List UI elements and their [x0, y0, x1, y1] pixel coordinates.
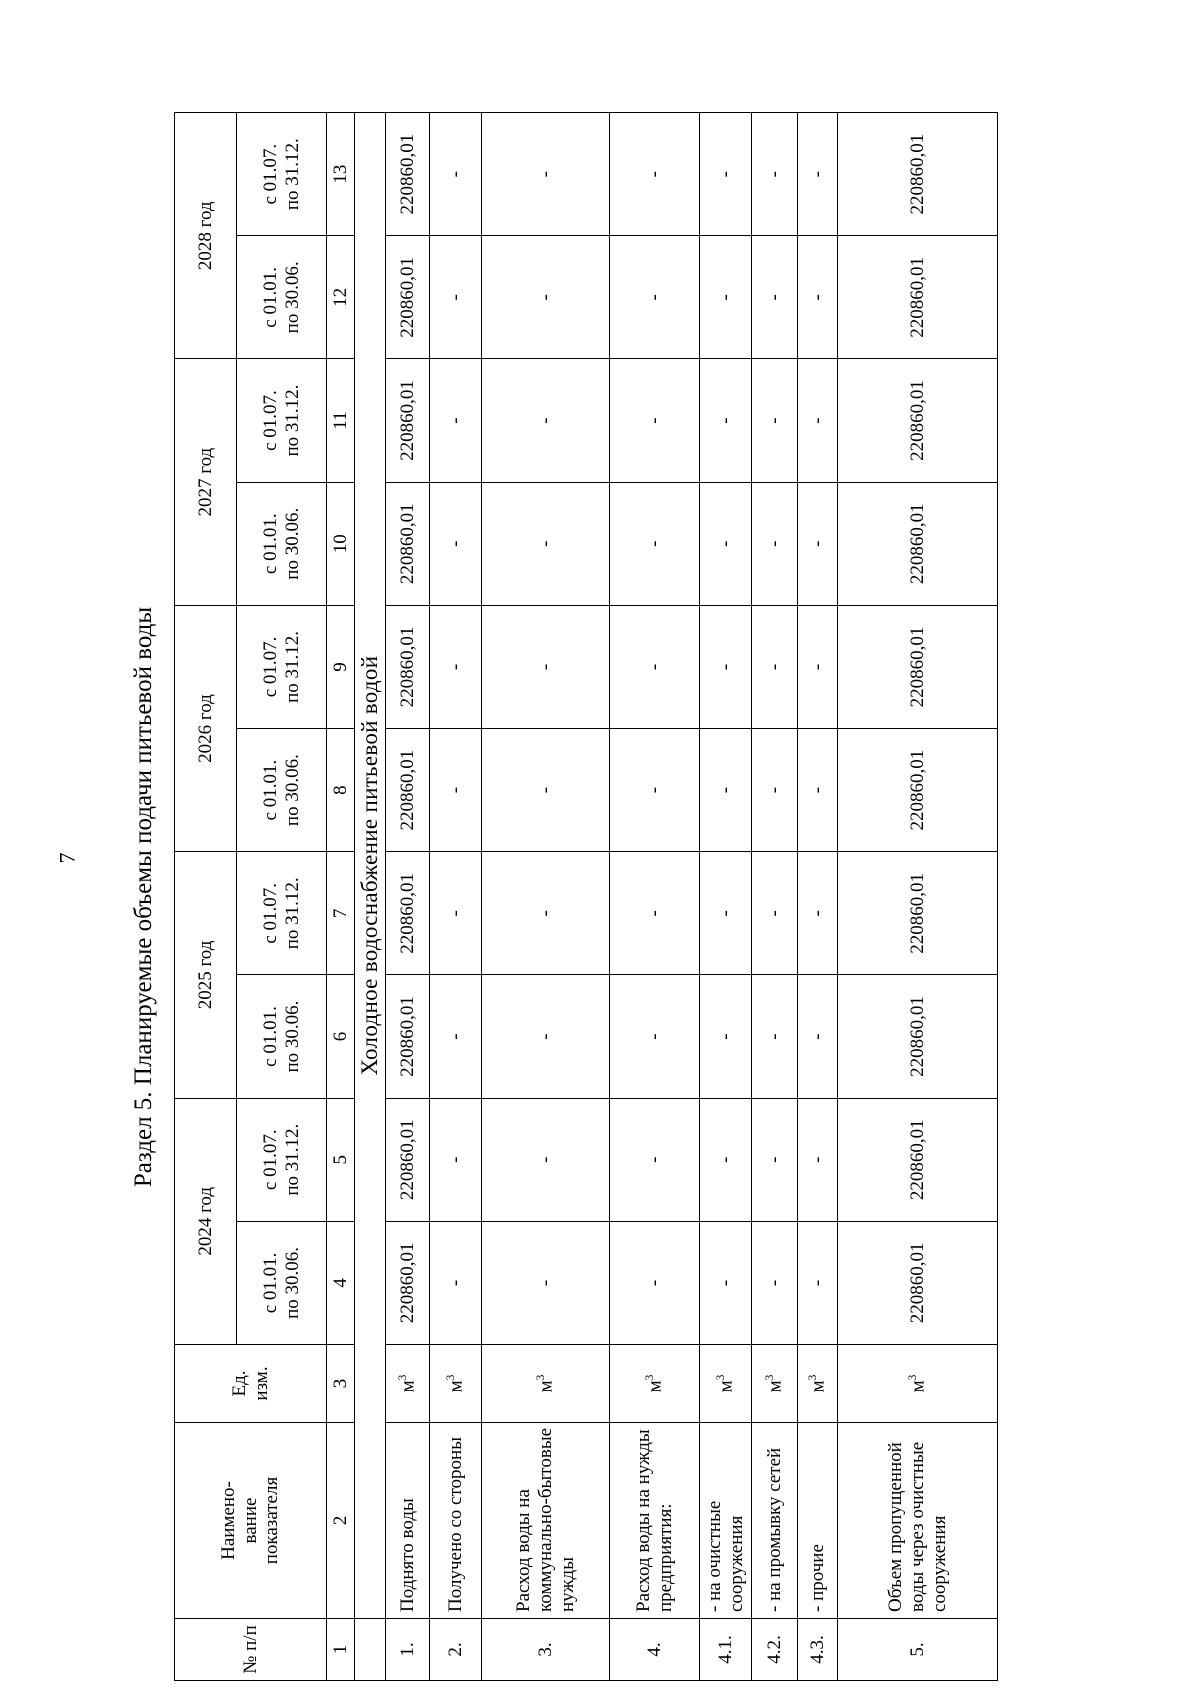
- section-gap-cell: [355, 1619, 386, 1681]
- row-number: 4.: [610, 1619, 700, 1681]
- row-number: 5.: [838, 1619, 998, 1681]
- unit-cell: [430, 1345, 482, 1423]
- value-cell: 220860,01: [838, 1221, 998, 1344]
- value-cell: -: [610, 852, 700, 975]
- value-cell: -: [430, 852, 482, 975]
- value-cell: -: [430, 482, 482, 605]
- table-row: [700, 113, 752, 1681]
- value-cell: -: [700, 482, 752, 605]
- page-number: 7: [54, 852, 80, 864]
- value-cell: 220860,01: [386, 482, 430, 605]
- value-cell: -: [482, 482, 610, 605]
- row-number: 4.2.: [752, 1619, 798, 1681]
- value-cell: 220860,01: [386, 1098, 430, 1221]
- value-cell: -: [752, 359, 798, 482]
- value-cell: -: [798, 1221, 838, 1344]
- value-cell: 220860,01: [838, 359, 998, 482]
- value-cell: -: [700, 359, 752, 482]
- header-year-2026: 2026 год: [175, 605, 237, 851]
- table-row: [610, 113, 700, 1681]
- value-cell: -: [700, 236, 752, 359]
- value-cell: -: [610, 359, 700, 482]
- value-cell: -: [752, 1221, 798, 1344]
- value-cell: -: [752, 236, 798, 359]
- unit-exponent: 3: [444, 1374, 457, 1381]
- header-half1: с 01.01. по 30.06.: [237, 729, 327, 852]
- value-cell: -: [700, 852, 752, 975]
- rotated-sheet: [118, 107, 1078, 1687]
- value-cell: 220860,01: [838, 1098, 998, 1221]
- value-cell: -: [610, 605, 700, 728]
- unit-exponent: 3: [806, 1374, 819, 1381]
- value-cell: -: [610, 729, 700, 852]
- value-cell: 220860,01: [386, 605, 430, 728]
- table-row: [430, 113, 482, 1681]
- value-cell: -: [752, 113, 798, 236]
- value-cell: -: [752, 482, 798, 605]
- section-heading: Холодное водоснабжение питьевой водой: [355, 113, 386, 1619]
- unit-exponent: 3: [763, 1374, 776, 1381]
- header-half2: с 01.07. по 31.12.: [237, 852, 327, 975]
- unit-cell: [752, 1345, 798, 1423]
- column-number: 7: [327, 852, 355, 975]
- table-row: [482, 113, 610, 1681]
- indicator-name: Поднято воды: [386, 1423, 430, 1619]
- column-number: 6: [327, 975, 355, 1098]
- value-cell: -: [430, 1221, 482, 1344]
- column-number-row: [327, 113, 355, 1681]
- header-half2: с 01.07. по 31.12.: [237, 605, 327, 728]
- unit-cell: [838, 1345, 998, 1423]
- value-cell: -: [610, 1221, 700, 1344]
- value-cell: -: [430, 359, 482, 482]
- value-cell: 220860,01: [386, 359, 430, 482]
- indicator-name: Расход воды на нужды предприятия:: [610, 1423, 700, 1619]
- unit-exponent: 3: [396, 1374, 409, 1381]
- header-half2: с 01.07. по 31.12.: [237, 359, 327, 482]
- unit-cell: [798, 1345, 838, 1423]
- section-title: Раздел 5. Планируемые объемы подачи питьевой воды: [130, 606, 157, 1188]
- indicator-name: - прочие: [798, 1423, 838, 1619]
- table-row: [752, 113, 798, 1681]
- value-cell: 220860,01: [838, 113, 998, 236]
- value-cell: -: [798, 482, 838, 605]
- value-cell: -: [430, 113, 482, 236]
- value-cell: -: [430, 605, 482, 728]
- water-supply-table: [174, 112, 998, 1681]
- value-cell: -: [482, 113, 610, 236]
- column-number: 2: [327, 1423, 355, 1619]
- unit-label: м: [535, 1380, 557, 1393]
- unit-exponent: 3: [534, 1374, 547, 1381]
- value-cell: 220860,01: [386, 852, 430, 975]
- column-number: 3: [327, 1345, 355, 1423]
- value-cell: -: [482, 729, 610, 852]
- header-half2: с 01.07. по 31.12.: [237, 1098, 327, 1221]
- unit-label: м: [445, 1380, 467, 1393]
- header-name: Наимено- вание показателя: [175, 1423, 327, 1619]
- header-year-2028: 2028 год: [175, 113, 237, 359]
- header-year-2024: 2024 год: [175, 1098, 237, 1344]
- header-half1: с 01.01. по 30.06.: [237, 1221, 327, 1344]
- value-cell: 220860,01: [838, 729, 998, 852]
- value-cell: -: [700, 1098, 752, 1221]
- header-half2: с 01.07. по 31.12.: [237, 113, 327, 236]
- column-number: 13: [327, 113, 355, 236]
- value-cell: -: [482, 975, 610, 1098]
- indicator-name: Получено со стороны: [430, 1423, 482, 1619]
- unit-cell: [386, 1345, 430, 1423]
- unit-label: м: [715, 1380, 737, 1393]
- unit-exponent: 3: [643, 1374, 656, 1381]
- value-cell: -: [610, 482, 700, 605]
- header-num: № п/п: [175, 1619, 327, 1681]
- value-cell: -: [482, 605, 610, 728]
- value-cell: -: [610, 113, 700, 236]
- unit-label: м: [807, 1380, 829, 1393]
- unit-cell: [610, 1345, 700, 1423]
- value-cell: -: [798, 359, 838, 482]
- value-cell: -: [700, 113, 752, 236]
- value-cell: -: [700, 729, 752, 852]
- indicator-name: Расход воды на коммунально-бытовые нужды: [482, 1423, 610, 1619]
- value-cell: 220860,01: [386, 1221, 430, 1344]
- unit-cell: [700, 1345, 752, 1423]
- row-number: 4.1.: [700, 1619, 752, 1681]
- value-cell: -: [752, 729, 798, 852]
- row-number: 3.: [482, 1619, 610, 1681]
- header-half1: с 01.01. по 30.06.: [237, 482, 327, 605]
- column-number: 10: [327, 482, 355, 605]
- value-cell: 220860,01: [386, 729, 430, 852]
- header-half1: с 01.01. по 30.06.: [237, 975, 327, 1098]
- indicator-name: - на очистные сооружения: [700, 1423, 752, 1619]
- header-half1: с 01.01. по 30.06.: [237, 236, 327, 359]
- value-cell: -: [798, 113, 838, 236]
- column-number: 8: [327, 729, 355, 852]
- table-row: [798, 113, 838, 1681]
- value-cell: -: [700, 1221, 752, 1344]
- value-cell: -: [700, 605, 752, 728]
- value-cell: 220860,01: [838, 975, 998, 1098]
- value-cell: 220860,01: [386, 236, 430, 359]
- table-row: [386, 113, 430, 1681]
- value-cell: -: [430, 1098, 482, 1221]
- value-cell: -: [798, 1098, 838, 1221]
- table-row: [838, 113, 998, 1681]
- value-cell: -: [482, 359, 610, 482]
- value-cell: 220860,01: [838, 482, 998, 605]
- unit-exponent: 3: [906, 1374, 919, 1381]
- value-cell: -: [430, 975, 482, 1098]
- column-number: 5: [327, 1098, 355, 1221]
- row-number: 2.: [430, 1619, 482, 1681]
- value-cell: 220860,01: [838, 605, 998, 728]
- row-number: 1.: [386, 1619, 430, 1681]
- unit-label: м: [644, 1380, 666, 1393]
- column-number: 12: [327, 236, 355, 359]
- unit-cell: [482, 1345, 610, 1423]
- column-number: 1: [327, 1619, 355, 1681]
- value-cell: -: [610, 1098, 700, 1221]
- header-year-2025: 2025 год: [175, 852, 237, 1098]
- unit-label: м: [764, 1380, 786, 1393]
- column-number: 4: [327, 1221, 355, 1344]
- value-cell: 220860,01: [386, 113, 430, 236]
- value-cell: -: [482, 1221, 610, 1344]
- column-number: 11: [327, 359, 355, 482]
- unit-label: м: [397, 1380, 419, 1393]
- value-cell: -: [798, 236, 838, 359]
- column-number: 9: [327, 605, 355, 728]
- unit-exponent: 3: [714, 1374, 727, 1381]
- value-cell: -: [610, 236, 700, 359]
- value-cell: -: [798, 852, 838, 975]
- row-number: 4.3.: [798, 1619, 838, 1681]
- value-cell: -: [798, 729, 838, 852]
- value-cell: -: [752, 852, 798, 975]
- value-cell: -: [700, 975, 752, 1098]
- indicator-name: Объем пропущенной воды через очистные сооружения: [838, 1423, 998, 1619]
- value-cell: -: [798, 605, 838, 728]
- header-unit: Ед. изм.: [175, 1345, 327, 1423]
- value-cell: -: [482, 852, 610, 975]
- value-cell: 220860,01: [838, 852, 998, 975]
- value-cell: -: [752, 605, 798, 728]
- value-cell: 220860,01: [838, 236, 998, 359]
- value-cell: -: [430, 729, 482, 852]
- value-cell: -: [482, 236, 610, 359]
- unit-label: м: [907, 1380, 929, 1393]
- value-cell: -: [752, 1098, 798, 1221]
- value-cell: -: [752, 975, 798, 1098]
- value-cell: -: [430, 236, 482, 359]
- header-year-2027: 2027 год: [175, 359, 237, 605]
- value-cell: -: [798, 975, 838, 1098]
- value-cell: 220860,01: [386, 975, 430, 1098]
- value-cell: -: [482, 1098, 610, 1221]
- indicator-name: - на промывку сетей: [752, 1423, 798, 1619]
- value-cell: -: [610, 975, 700, 1098]
